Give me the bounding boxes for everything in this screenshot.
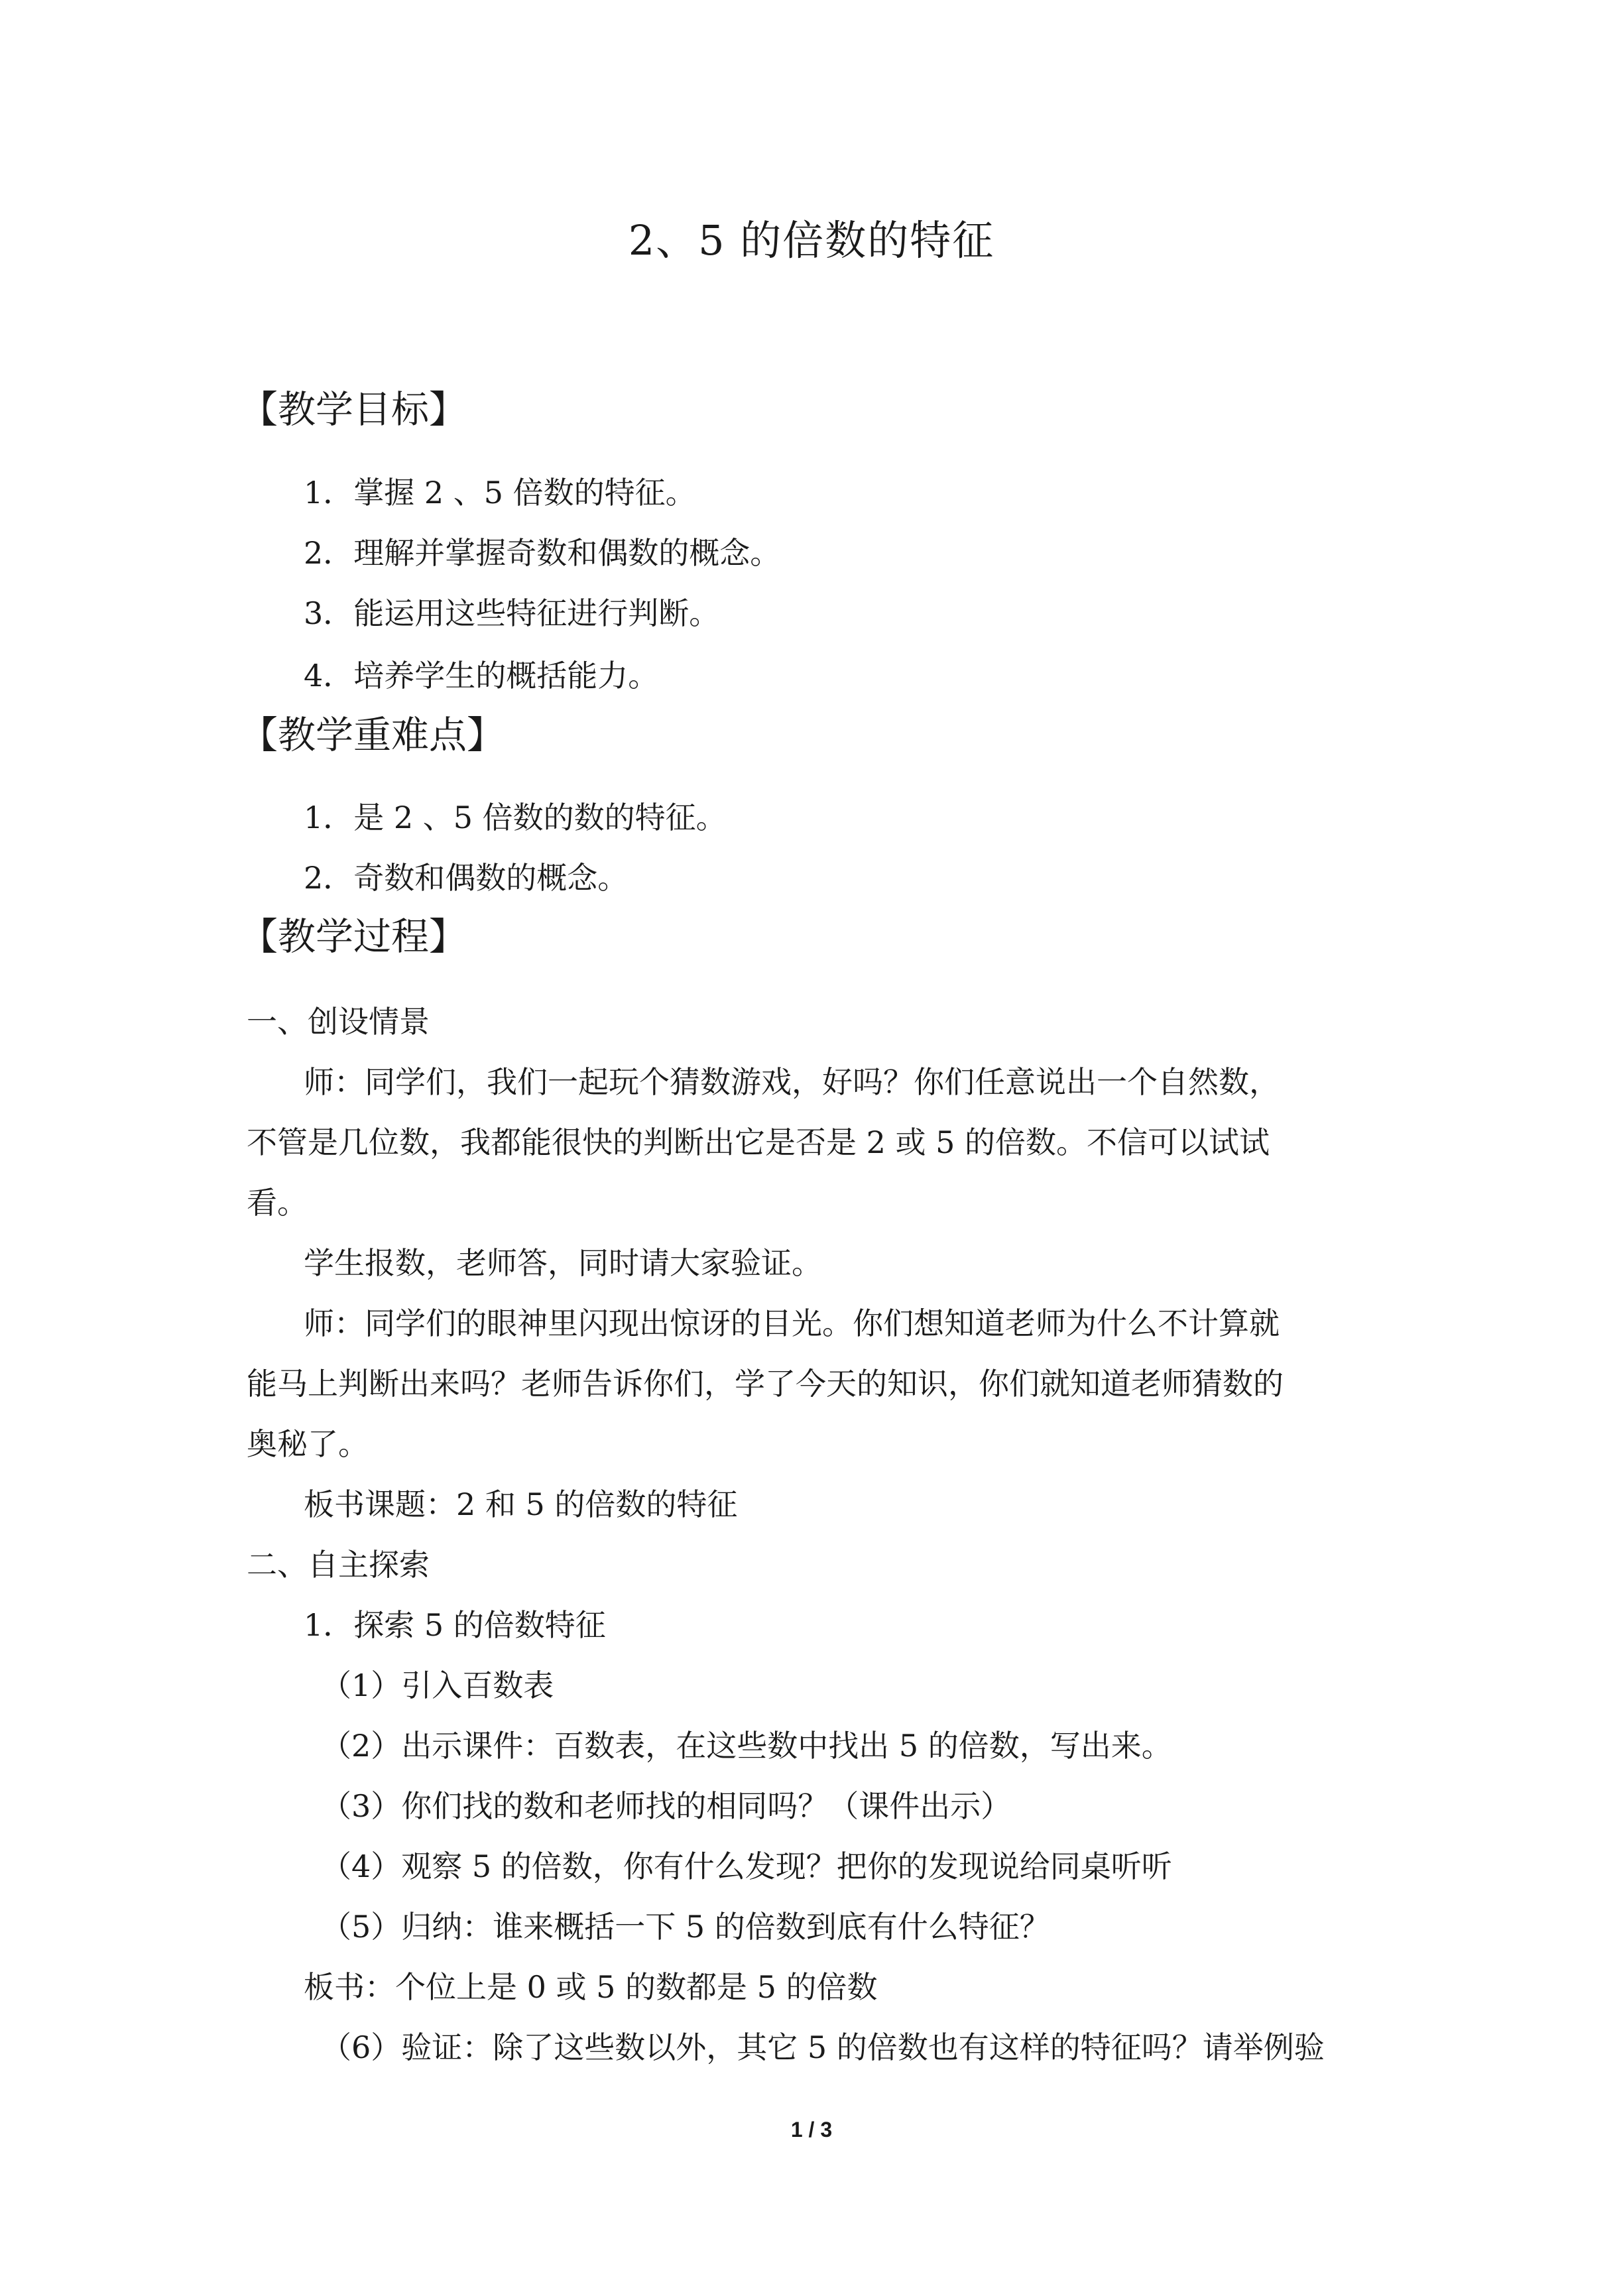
paragraph-line: 师：同学们，我们一起玩个猜数游戏，好吗？你们任意说出一个自然数，	[304, 1064, 1280, 1100]
key-point-item: 2．奇数和偶数的概念。	[304, 860, 629, 896]
objective-item: 1．掌握 2 、5 倍数的特征。	[304, 475, 696, 511]
paragraph-line: 学生报数，老师答，同时请大家验证。	[304, 1245, 822, 1281]
section-heading-process: 【教学过程】	[240, 915, 467, 959]
objective-item: 4．培养学生的概括能力。	[304, 658, 659, 694]
paragraph-line: （2）出示课件：百数表，在这些数中找出 5 的倍数，写出来。	[321, 1728, 1172, 1764]
paragraph-line: （5）归纳：谁来概括一下 5 的倍数到底有什么特征？	[321, 1909, 1050, 1945]
key-point-item: 1．是 2 、5 倍数的数的特征。	[304, 800, 727, 835]
paragraph-line: 师：同学们的眼神里闪现出惊讶的目光。你们想知道老师为什么不计算就	[304, 1305, 1280, 1341]
paragraph-line: 不管是几位数，我都能很快的判断出它是否是 2 或 5 的倍数。不信可以试试	[247, 1124, 1270, 1160]
paragraph-line: 看。	[247, 1185, 308, 1221]
section-heading-objectives: 【教学目标】	[240, 388, 467, 432]
paragraph-line: （4）观察 5 的倍数，你有什么发现？把你的发现说给同桌听听	[321, 1848, 1172, 1884]
paragraph-line: 板书：个位上是 0 或 5 的数都是 5 的倍数	[304, 1969, 878, 2005]
objective-item: 3．能运用这些特征进行判断。	[304, 595, 720, 631]
paragraph-line: 奥秘了。	[247, 1426, 369, 1462]
document-title: 2、5 的倍数的特征	[628, 216, 995, 265]
page-number: 1 / 3	[790, 2118, 833, 2142]
paragraph-line: （6）验证：除了这些数以外，其它 5 的倍数也有这样的特征吗？请举例验	[321, 2029, 1325, 2065]
objective-item: 2．理解并掌握奇数和偶数的概念。	[304, 535, 781, 571]
part2-heading: 二、自主探索	[247, 1547, 430, 1583]
paragraph-line: 能马上判断出来吗？老师告诉你们，学了今天的知识，你们就知道老师猜数的	[247, 1366, 1284, 1402]
section-heading-key-points: 【教学重难点】	[240, 713, 505, 757]
part1-heading: 一、创设情景	[247, 1004, 430, 1040]
paragraph-line: 板书课题：2 和 5 的倍数的特征	[304, 1486, 738, 1522]
paragraph-line: （3）你们找的数和老师找的相同吗？（课件出示）	[321, 1788, 1012, 1824]
paragraph-line: 1．探索 5 的倍数特征	[304, 1607, 606, 1643]
paragraph-line: （1）引入百数表	[321, 1667, 554, 1703]
